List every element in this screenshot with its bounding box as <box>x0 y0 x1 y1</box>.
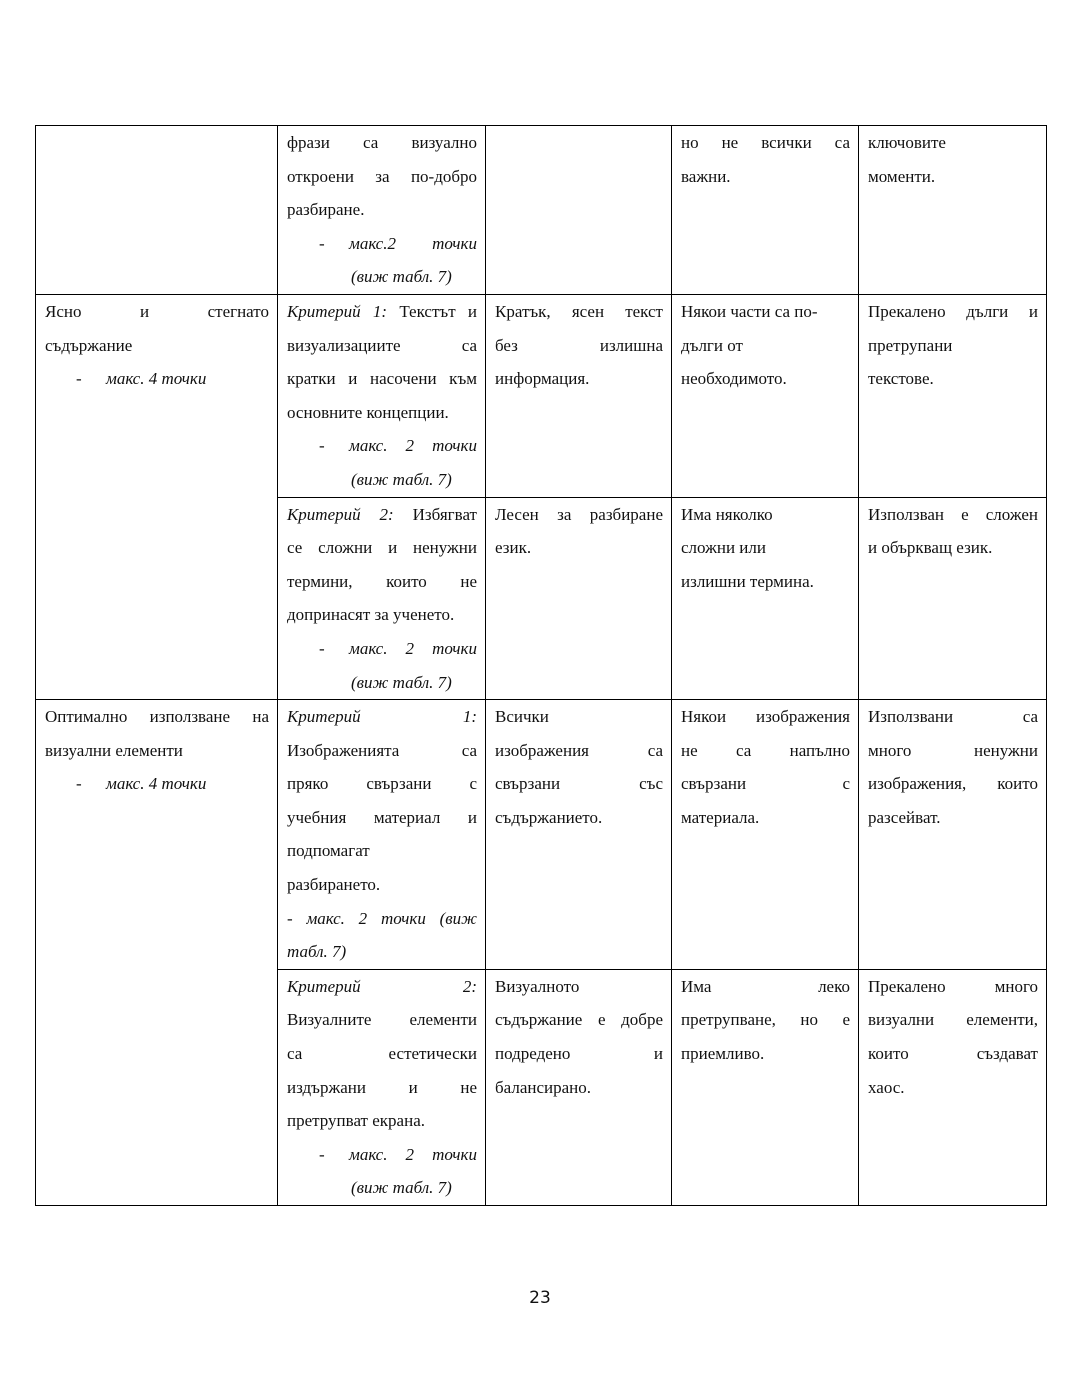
cell-text-line: кратки и насочени към <box>287 369 477 389</box>
cell-text-line: разсейват. <box>868 807 941 827</box>
cell-text-line: визуализациите са <box>287 335 477 355</box>
max-points-text: макс. 4 точки <box>106 774 207 794</box>
table-cell <box>859 969 1047 1205</box>
table-row <box>36 700 1047 970</box>
cell-text-line <box>287 498 477 532</box>
cell-text-line: пряко свързани с <box>287 774 477 794</box>
table-cell <box>278 497 486 700</box>
cell-text-line: Има няколко <box>681 504 773 524</box>
cell-text-line: подредено и <box>495 1044 663 1064</box>
cell-text-line: свързани с <box>681 774 850 794</box>
cell-text-line: дълги от <box>681 335 743 355</box>
cell-text-line: много ненужни <box>868 740 1038 760</box>
cell-text-line: Някои изображения <box>681 707 850 727</box>
cell-text-line: подпомагат <box>287 841 370 861</box>
criterion-category-cell <box>36 294 278 699</box>
cell-text-line: претрупват екрана. <box>287 1111 425 1131</box>
criterion-category-cell <box>36 700 278 1206</box>
cell-text-line: термини, които не <box>287 571 477 591</box>
cell-text-line: ключовите <box>868 133 946 152</box>
table-cell <box>278 969 486 1205</box>
cell-text-line: излишни термина. <box>681 571 814 591</box>
table-cell <box>672 700 859 970</box>
cell-text-line: съдържание е добре <box>495 1010 663 1030</box>
cell-text-line: Визуалните елементи <box>287 1010 477 1030</box>
cell-text-line: са естетически <box>287 1044 477 1064</box>
cell-text-line: визуални елементи <box>45 740 183 760</box>
table-cell <box>486 497 672 700</box>
cell-text-line: изображения са <box>495 740 663 760</box>
max-points-note: - макс. 2 точки <box>319 436 477 456</box>
table-cell <box>278 294 486 497</box>
cell-text-line: учебния материал и <box>287 807 477 827</box>
max-points-text: макс.2 точки <box>349 233 477 253</box>
cell-text-line: които създават <box>868 1044 1038 1064</box>
max-points-text: макс. 2 точки <box>349 638 477 658</box>
cell-text-line: необходимото. <box>681 369 787 389</box>
table-cell <box>859 497 1047 700</box>
cell-text-line: материала. <box>681 807 760 827</box>
table-cell <box>278 126 486 295</box>
table-cell <box>278 700 486 970</box>
criterion-label: Критерий 2: <box>287 504 394 524</box>
cell-text-line: Прекалено много <box>868 976 1038 996</box>
table-cell <box>486 294 672 497</box>
max-points-note: - макс. 4 точки <box>76 774 207 794</box>
cell-text-line: приемливо. <box>681 1044 765 1064</box>
max-points-text: макс. 2 точки <box>349 436 477 456</box>
cell-text-line: откроени за по-добро <box>287 166 477 186</box>
table-reference: (виж табл. 7) <box>351 267 452 287</box>
cell-text-line: изображения, които <box>868 774 1038 794</box>
table-reference: табл. 7) <box>287 942 347 962</box>
cell-text-line: важни. <box>681 166 731 186</box>
cell-text-line: но не всички са <box>681 133 850 152</box>
max-points-note: - макс. 2 точки (виж <box>287 908 477 928</box>
table-cell <box>486 126 672 295</box>
cell-text-line: разбиране. <box>287 200 365 220</box>
criterion-label: Критерий 1: <box>287 301 388 321</box>
cell-text-line: текстове. <box>868 369 934 389</box>
table-cell <box>36 126 278 295</box>
table-reference: (виж табл. 7) <box>351 1178 452 1198</box>
cell-text-line: фрази са визуално <box>287 133 477 152</box>
table-reference: (виж табл. 7) <box>351 672 452 692</box>
cell-text-line: език. <box>495 538 532 558</box>
cell-text-line: информация. <box>495 369 590 389</box>
cell-text-line: Използвани са <box>868 707 1038 727</box>
table-cell <box>672 294 859 497</box>
table-cell <box>859 294 1047 497</box>
cell-text-line: Има леко <box>681 976 850 996</box>
cell-text-line: хаос. <box>868 1077 905 1097</box>
cell-text-line: визуални елементи, <box>868 1010 1038 1030</box>
max-points-note: - макс. 4 точки <box>76 369 207 389</box>
cell-text-line: Ясно и стегнато <box>45 301 269 321</box>
cell-text-line: без излишна <box>495 335 663 355</box>
cell-text-line: и объркващ език. <box>868 538 993 558</box>
cell-text-line: съдържание <box>45 335 133 355</box>
max-points-text: макс. 4 точки <box>106 369 207 389</box>
criterion-label: Критерий 1: <box>287 707 477 727</box>
page-number: 23 <box>529 1288 551 1308</box>
cell-text-line: сложни или <box>681 538 766 558</box>
cell-text-line: основните концепции. <box>287 402 449 422</box>
cell-text: Избягват <box>393 504 477 524</box>
table-cell <box>486 969 672 1205</box>
table-row <box>36 126 1047 295</box>
max-points-text: макс. 2 точки <box>349 1144 477 1164</box>
table-cell <box>672 969 859 1205</box>
max-points-note: - макс. 2 точки <box>319 1144 477 1164</box>
cell-text-line: балансирано. <box>495 1077 592 1097</box>
cell-text-line: Изображенията са <box>287 740 477 760</box>
cell-text-line: Прекалено дълги и <box>868 301 1038 321</box>
cell-text-line: претрупване, но е <box>681 1010 850 1030</box>
cell-text-line: не са напълно <box>681 740 850 760</box>
cell-text-line: издържани и не <box>287 1077 477 1097</box>
table-row <box>36 294 1047 497</box>
cell-text-line: Визуалното <box>495 976 580 996</box>
cell-text-line: Кратък, ясен текст <box>495 301 663 321</box>
cell-text-line: Всички <box>495 707 549 727</box>
cell-text-line: Лесен за разбиране <box>495 504 663 524</box>
cell-text-line: съдържанието. <box>495 807 603 827</box>
cell-text-line: Някои части са по- <box>681 301 818 321</box>
table-cell <box>486 700 672 970</box>
table-reference: (виж табл. 7) <box>351 469 452 489</box>
evaluation-criteria-table <box>35 125 1047 1206</box>
cell-text-line: моменти. <box>868 166 936 186</box>
cell-text-line: претрупани <box>868 335 953 355</box>
table-cell <box>672 126 859 295</box>
cell-text-line: допринасят за ученето. <box>287 605 455 625</box>
table-cell <box>859 126 1047 295</box>
criterion-label: Критерий 2: <box>287 976 477 996</box>
max-points-note: - макс. 2 точки <box>319 638 477 658</box>
cell-text-line: Използван е сложен <box>868 504 1038 524</box>
table-cell <box>672 497 859 700</box>
max-points-note: - макс.2 точки <box>319 233 477 253</box>
cell-text: Текстът и <box>387 301 477 321</box>
cell-text-line: свързани със <box>495 774 663 794</box>
cell-text-line: разбирането. <box>287 875 381 895</box>
table-cell <box>859 700 1047 970</box>
cell-text-line <box>287 295 477 329</box>
cell-text-line: се сложни и ненужни <box>287 538 477 558</box>
cell-text-line: Оптимално използване на <box>45 707 269 727</box>
